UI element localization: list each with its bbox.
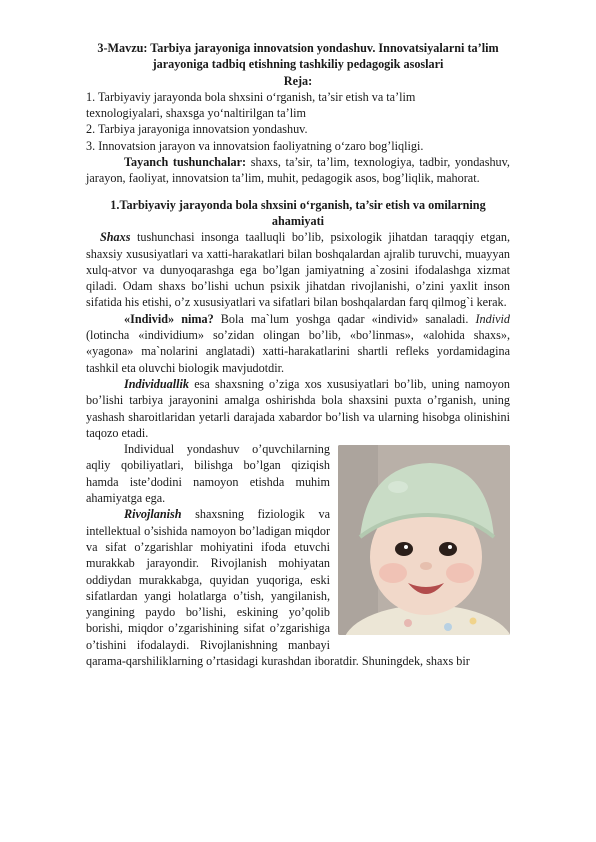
paragraph-individuallik bbox=[86, 376, 510, 441]
clothing-pattern-dot bbox=[470, 618, 477, 625]
hat-highlight bbox=[388, 481, 408, 493]
paragraph-individuallik-text: esa shaxsning o’ziga xos xususiyatlari bo’lib, uning namoyon bo’lishi tarbiya jarayonini amalga oshirishda bola shaxsini puxta o’rganish, uning yashash sharoitlaridan yetarli darajada xabardor bo’lish va ularning hisobga olinishini taqozo etadi. bbox=[86, 376, 510, 440]
section-1-heading bbox=[86, 197, 510, 230]
photo-wall-shadow bbox=[338, 445, 378, 635]
term-individuallik: Individuallik bbox=[124, 376, 190, 391]
key-concepts bbox=[86, 154, 510, 187]
baby-eye-left bbox=[395, 542, 413, 556]
baby-cheek-right bbox=[446, 563, 474, 583]
baby-cheek-left bbox=[379, 563, 407, 583]
baby-photo bbox=[338, 445, 510, 635]
page-title bbox=[86, 40, 510, 73]
question-individ: «Individ» nima? bbox=[124, 311, 214, 326]
clothing-pattern-dot bbox=[444, 623, 452, 631]
plan-item-1-line-a: 1. Tarbiyaviy jarayonda bola shxsini o‘rganish, ta’sir etish va ta’lim bbox=[86, 89, 416, 104]
key-concepts-label: Tayanch tushunchalar: bbox=[124, 155, 247, 170]
plan-item-1 bbox=[86, 89, 510, 122]
paragraph-individ-text-1: Bola ma`lum yoshga qadar «individ» sanaladi. bbox=[213, 311, 476, 326]
clothing-pattern-dot bbox=[404, 619, 412, 627]
eye-highlight bbox=[404, 545, 408, 549]
key-concepts-text: shaxs, ta’sir, ta’lim, texnologiya, tadbir, yondashuv, jarayon, faoliyat, innovatsion ta’lim, muhit, pedagogik asos, bog’liqlik, mahorat. bbox=[86, 155, 510, 186]
paragraph-rivojlanish-text: shaxsning fiziologik va intellektual o’sishida namoyon bo’ladigan miqdor va sifat o’zgarishlar mohiyatini ifoda etuvchi murakkab jarayondir. Rivojlanish mohiyatan oddiydan murakkabga, quyidan yuqoriga, eski sifatlardan yangi holatlarga o’tish, yangilanish, yangining paydo bo’lishi, eskining yo’qolib borishi, miqdor o’zgarishining sifat o’zgarishiga o’tishini ifodalaydi. Rivojlanishning manbayi qarama-qarshiliklarning o’rtasidagi kurashdan iboratdir. Shuningdek, shaxs bir bbox=[86, 507, 470, 668]
document-page bbox=[86, 40, 510, 669]
title-line-1: 3-Mavzu: Tarbiya jarayoniga innovatsion yondashuv. Innovatsiyalarni ta’lim bbox=[97, 41, 499, 55]
baby-illustration bbox=[338, 445, 510, 635]
title-line-2: jarayoniga tadbiq etishning tashkiliy pedagogik asoslari bbox=[152, 57, 444, 72]
eye-highlight bbox=[448, 545, 452, 549]
plan-item-2: 2. Tarbiya jarayoniga innovatsion yondashuv. bbox=[86, 122, 308, 137]
paragraph-individ-text-2: (lotincha «individium» so’zidan olingan bo’lib, «bo’linmas», «alohida shaxs», «yagona» ma`nolarini anglatadi) xatti-harakatlarini shartli refleks yordamidagina tashkil eta oluvchi biologik mavjudotdir. bbox=[86, 328, 510, 375]
term-individ: Individ bbox=[475, 311, 510, 326]
section-1-heading-b: ahamiyati bbox=[271, 213, 325, 228]
baby-nose bbox=[420, 562, 432, 570]
plan-item-3: 3. Innovatsion jarayon va innovatsion faoliyatning o‘zaro bog’liqligi. bbox=[86, 138, 424, 153]
paragraph-shaxs-text: tushunchasi insonga taalluqli bo’lib, psixologik jihatdan taraqqiy etgan, shaxsiy xususiyatlari va xatti-harakatlari bilan boshqalardan ajralib turuvchi, muayyan xulq-atvor va dunyoqarashga ega bo’lgan jamiyatning a`zosini ifodalashga xizmat qiladi. Odam shaxs bo’lishi uchun psixik jihatdan rivojlanishi, o’zini yaxlit inson sifatida his etishi, o’z xususiyatlari va sifatlari bilan boshqalardan farq qilmog`i kerak. bbox=[86, 230, 510, 310]
paragraph-shaxs bbox=[86, 229, 510, 310]
paragraph-individual-yondashuv: Individual yondashuv o’quvchilarning aqliy qobiliyatlari, bilishga bo’lgan qiziqish hamda iste’dodini namoyon etishda muhim ahamiyatga ega. bbox=[86, 442, 330, 506]
baby-eye-right bbox=[439, 542, 457, 556]
section-1-heading-a: 1.Tarbiyaviy jarayonda bola shxsini o‘rganish, ta’sir etish va omilarning bbox=[110, 197, 486, 212]
spacer bbox=[86, 187, 510, 197]
term-rivojlanish: Rivojlanish bbox=[124, 507, 182, 522]
paragraph-individ bbox=[86, 311, 510, 376]
plan-heading: Reja: bbox=[283, 73, 313, 88]
term-shaxs: Shaxs bbox=[100, 230, 131, 245]
plan-item-1-line-b: texnologiyalari, shaxsga yo‘naltirilgan ta’lim bbox=[86, 106, 306, 121]
